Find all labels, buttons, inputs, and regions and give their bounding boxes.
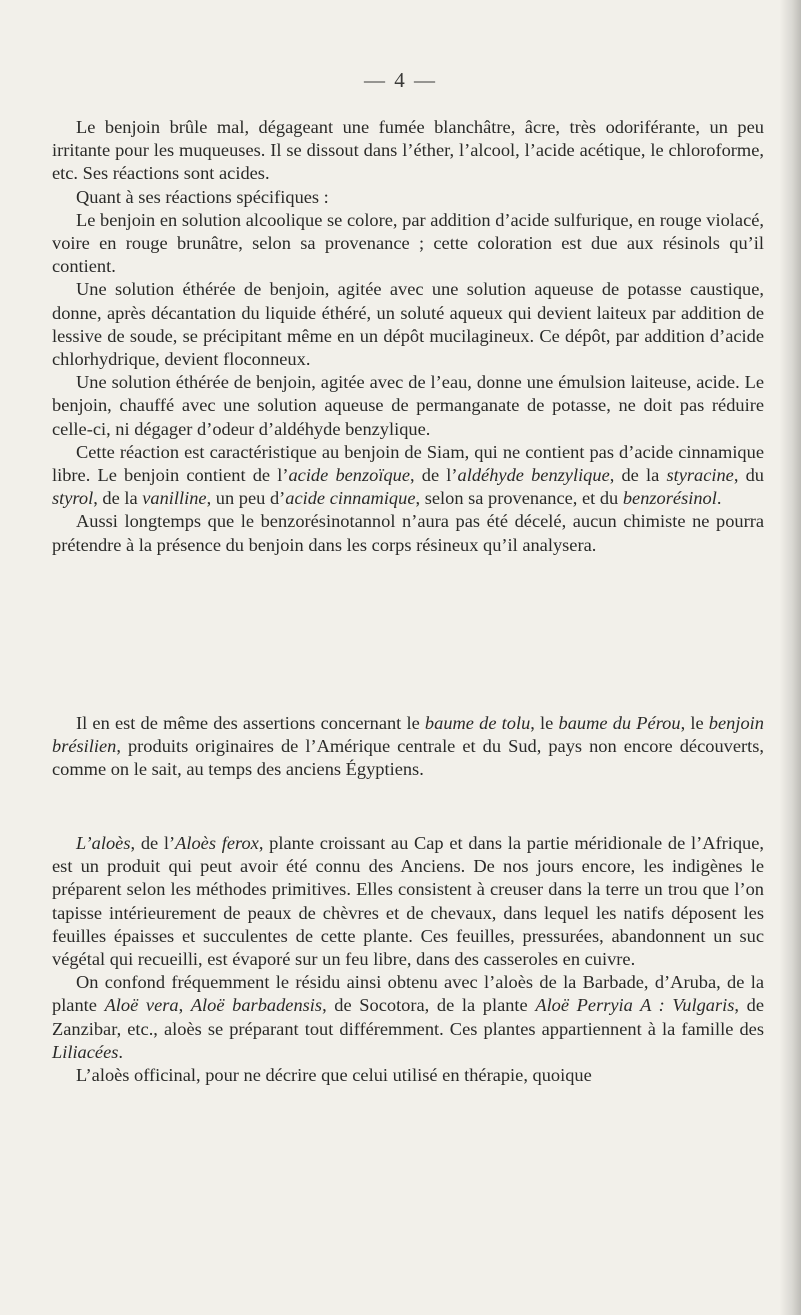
paragraph: Une solution éthérée de benjoin, agitée avec de l’eau, donne une émulsion laiteuse, acide. Le benjoin, chauffé avec une solution aqueuse de permanganate de potasse, ne doit pas réduire celle-ci, ni dégager d’odeur d’aldéhyde benzylique. [52, 372, 764, 439]
italic-term: Aloès ferox [175, 833, 259, 853]
text-run: , le [680, 713, 709, 733]
paragraph [52, 971, 764, 1064]
text-run: , de la [93, 488, 143, 509]
text-run: , produits originaires de l’Amérique centrale et du Sud, pays non encore découverts, comme on le sait, au temps des anciens Égyptiens. [52, 736, 764, 780]
text-run: , le [530, 713, 559, 733]
italic-term: benjoin brésilien [52, 713, 764, 757]
italic-term: Aloë vera [104, 995, 179, 1016]
text-block-baumes [52, 712, 764, 782]
paragraph: Quant à ses réactions spécifiques : [76, 186, 329, 207]
text-run: . [716, 488, 722, 509]
paragraph [52, 712, 764, 782]
text-run: On confond fréquemment le résidu ainsi obtenu avec l’aloès de la Barbade, d’Aruba, de la plante [52, 972, 764, 1016]
paragraph: L’aloès officinal, pour ne décrire que celui utilisé en thérapie, quoique [76, 1065, 592, 1086]
italic-term: benzorésinol [622, 488, 717, 509]
text-run: , de la [609, 465, 667, 486]
italic-term: Aloë barbadensis [190, 995, 323, 1016]
page-number: — 4 — [364, 68, 437, 92]
text-run: , de l’ [130, 833, 176, 853]
paragraph: Aussi longtemps que le benzorésinotannol n’aura pas été décelé, aucun chimiste ne pourra prétendre à la présence du benjoin dans les corps résineux qu’il analysera. [52, 511, 764, 555]
paragraph: Le benjoin brûle mal, dégageant une fumée blanchâtre, âcre, très odoriférante, un peu irritante pour les muqueuses. Il se dissout dans l’éther, l’alcool, l’acide acétique, le chloroforme, etc. Ses réactions sont acides. [52, 117, 764, 184]
italic-term: baume de tolu [424, 713, 531, 733]
paragraph: Le benjoin en solution alcoolique se colore, par addition d’acide sulfurique, en rouge violacé, voire en rouge brunâtre, selon sa provenance ; cette coloration est due aux résinols qu’il contient. [52, 209, 764, 277]
italic-term: acide benzoïque [288, 465, 411, 486]
text-run: , de Socotora, de la plante [322, 995, 536, 1016]
text-block-benjoin [52, 116, 764, 557]
italic-term: baume du Pérou [558, 713, 681, 733]
text-run: Il en est de même des assertions concernant le [76, 713, 425, 733]
paragraph [52, 441, 764, 511]
italic-term: vanilline [142, 488, 207, 509]
page-edge-shadow [779, 0, 801, 1315]
text-run: , selon sa provenance, et du [415, 488, 623, 509]
italic-term: Aloë Perryia A : Vulgaris [535, 995, 735, 1016]
italic-term: aldéhyde benzylique [457, 465, 610, 486]
paragraph [52, 832, 764, 971]
paragraph: Une solution éthérée de benjoin, agitée avec une solution aqueuse de potasse caustique, donne, après décantation du liquide éthéré, un soluté aqueux qui devient laiteux par addition de lessive de soude, se précipitant même en un dépôt mucilagineux. Ce dépôt, par addition d’acide chlorhydrique, devient floconneux. [52, 279, 764, 370]
italic-term: styracine [666, 465, 734, 486]
text-run: , du [733, 465, 765, 486]
text-run: . [118, 1041, 124, 1062]
text-run: Cette réaction est caractéristique au benjoin de Siam, qui ne contient pas d’acide cinnamique libre. Le benjoin contient de l’ [52, 441, 764, 486]
text-block-aloes [52, 832, 764, 1087]
italic-term: L’aloès [76, 833, 131, 853]
text-run: , de Zanzibar, etc., aloès se préparant tout différemment. Ces plantes appartiennent à la famille des [52, 995, 765, 1039]
text-run: , [178, 995, 191, 1016]
text-run: , de l’ [410, 465, 458, 486]
italic-term: acide cinnamique [285, 488, 416, 509]
text-run: , plante croissant au Cap et dans la partie méridionale de l’Afrique, est un produit qui peut avoir été connu des Anciens. De nos jours encore, les indigènes le préparent selon les méthodes primitives. Elles consistent à creuser dans la terre un trou que l’on tapisse intérieurement de peaux de chèvres et de chevaux, dans lequel les natifs déposent les feuilles épaisses et succulentes de cette plante. Ces feuilles, pressurées, abandonnent un suc végétal qui recueilli, est évaporé sur un feu libre, dans des casseroles en cuivre. [52, 833, 764, 970]
text-run: , un peu d’ [206, 488, 286, 509]
italic-term: styrol [52, 488, 94, 509]
italic-term: Liliacées [52, 1041, 119, 1062]
